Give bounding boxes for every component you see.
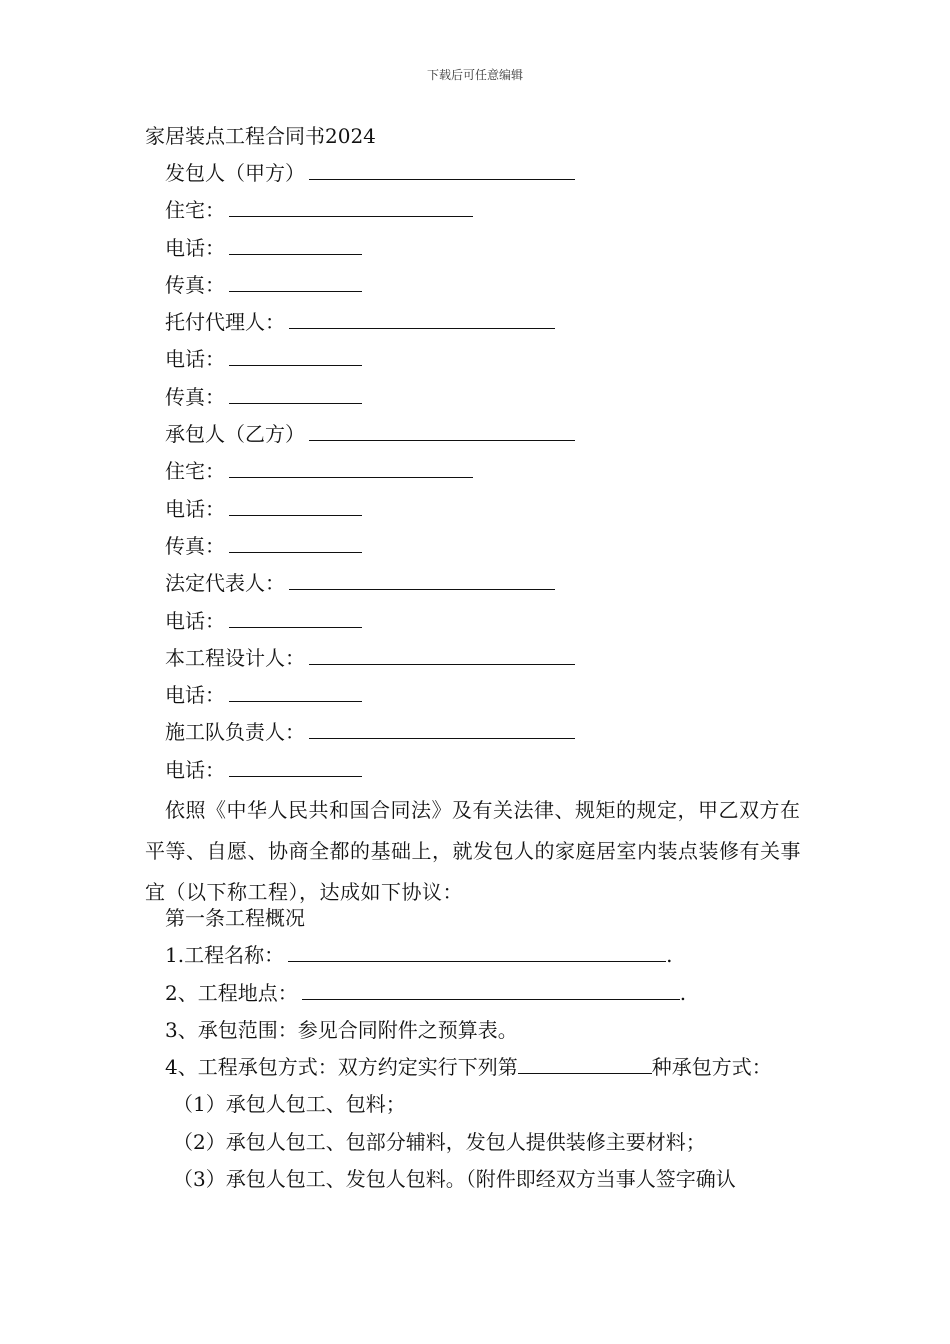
fill-blank[interactable]: [229, 343, 362, 366]
fill-blank[interactable]: [309, 716, 575, 739]
clause-end: .: [666, 943, 673, 968]
field-crew-lead: [165, 716, 825, 753]
page-header: 下载后可任意编辑: [426, 68, 523, 82]
field-label: 本工程设计人：: [165, 645, 305, 670]
field-label: 发包人（甲方）: [165, 161, 305, 185]
field-label: 电话：: [165, 757, 225, 782]
clause-end: .: [679, 980, 687, 1005]
clause-label: 4、工程承包方式：双方约定实行下列第: [165, 1055, 518, 1080]
article-heading: 第一条工程概况: [165, 906, 305, 930]
field-label: 电话：: [165, 608, 225, 633]
party-info-section: [165, 157, 825, 791]
field-phone: [165, 605, 825, 642]
field-label: 传真：: [165, 533, 225, 558]
field-fax: [165, 381, 825, 418]
clause-label: 2、工程地点：: [165, 980, 298, 1005]
field-contractor: [165, 418, 825, 455]
clause-item: [165, 977, 825, 1014]
field-label: 电话：: [165, 683, 225, 708]
field-label: 施工队负责人：: [165, 720, 305, 745]
clauses-section: [165, 902, 825, 1200]
field-legal-rep: [165, 567, 825, 604]
field-label: 电话：: [165, 496, 225, 521]
field-fax: [165, 530, 825, 567]
clause-label: 种承包方式：: [651, 1055, 772, 1080]
field-phone: [165, 679, 825, 716]
clause-item: [165, 939, 825, 976]
fill-blank[interactable]: [229, 269, 362, 292]
clause-label: 1.工程名称：: [165, 943, 285, 968]
field-phone: [165, 493, 825, 530]
option-item: （2）承包人包工、包部分辅料，发包人提供装修主要材料；: [173, 1129, 706, 1154]
fill-blank[interactable]: [302, 977, 680, 1000]
fill-blank[interactable]: [288, 939, 666, 962]
field-label: 住宅：: [165, 459, 225, 484]
clause-item: 3、承包范围：参见合同附件之预算表。: [165, 1017, 518, 1042]
field-agent: [165, 306, 825, 343]
option-item: （3）承包人包工、发包人包料。（附件即经双方当事人签字确认: [173, 1167, 736, 1192]
field-label: 承包人（乙方）: [165, 422, 305, 447]
field-designer: [165, 642, 825, 679]
fill-blank[interactable]: [518, 1051, 652, 1074]
clause-item: [165, 1051, 825, 1088]
fill-blank[interactable]: [229, 455, 473, 478]
fill-blank[interactable]: [229, 381, 362, 404]
field-phone: [165, 754, 825, 791]
fill-blank[interactable]: [229, 493, 362, 516]
field-employer: [165, 157, 825, 194]
field-label: 传真：: [165, 272, 225, 297]
fill-blank[interactable]: [229, 530, 362, 553]
field-label: 传真：: [165, 384, 225, 409]
field-label: 托付代理人：: [165, 310, 285, 335]
field-residence: [165, 194, 825, 231]
field-label: 法定代表人：: [165, 571, 285, 596]
field-residence: [165, 455, 825, 492]
field-fax: [165, 269, 825, 306]
field-label: 电话：: [165, 347, 225, 372]
field-label: 电话：: [165, 235, 225, 260]
fill-blank[interactable]: [309, 418, 575, 441]
field-phone: [165, 232, 825, 269]
document-title: 家居装点工程合同书2024: [145, 124, 376, 148]
fill-blank[interactable]: [309, 642, 575, 665]
fill-blank[interactable]: [229, 605, 362, 628]
fill-blank[interactable]: [289, 306, 555, 329]
field-phone: [165, 343, 825, 380]
fill-blank[interactable]: [309, 157, 575, 180]
preamble-paragraph: 依照《中华人民共和国合同法》及有关法律、规矩的规定，甲乙双方在平等、自愿、协商全都的基础上，就发包人的家庭居室内装点装修有关事宜（以下称工程），达成如下协议：: [145, 798, 801, 904]
fill-blank[interactable]: [229, 232, 362, 255]
fill-blank[interactable]: [289, 567, 555, 590]
fill-blank[interactable]: [229, 679, 362, 702]
option-item: （1）承包人包工、包料；: [173, 1092, 406, 1117]
field-label: 住宅：: [165, 198, 225, 223]
fill-blank[interactable]: [229, 754, 362, 777]
fill-blank[interactable]: [229, 194, 473, 217]
